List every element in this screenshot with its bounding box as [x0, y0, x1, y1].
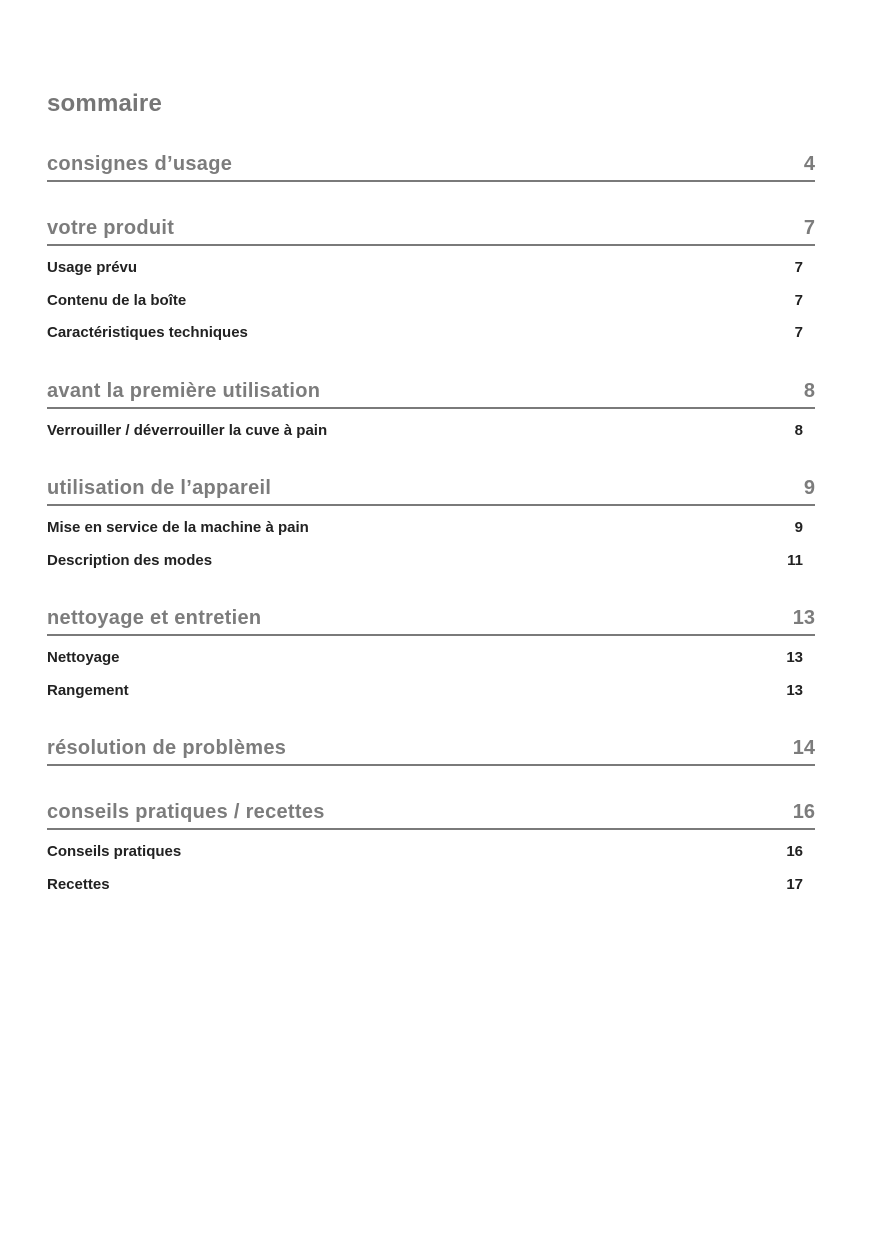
toc-item-label: Nettoyage	[47, 649, 120, 666]
section-title: nettoyage et entretien	[47, 607, 262, 629]
toc-item-label: Mise en service de la machine à pain	[47, 519, 309, 536]
toc-section-problemes	[47, 736, 815, 766]
section-page-number: 16	[792, 801, 815, 823]
toc-item-page-number: 13	[786, 681, 803, 699]
toc-item-label: Contenu de la boîte	[47, 291, 187, 309]
toc-section-premiere-utilisation	[47, 379, 815, 454]
section-page-number: 13	[792, 607, 815, 629]
toc-item[interactable]	[47, 875, 815, 908]
toc-section-heading[interactable]	[47, 606, 815, 636]
section-title: avant la première utilisation	[47, 380, 321, 402]
toc-item-label: Usage prévu	[47, 259, 138, 276]
toc-item-list	[47, 421, 815, 454]
toc-item-page-number: 7	[794, 324, 803, 342]
section-page-number: 8	[803, 380, 815, 402]
toc-section-conseils	[47, 800, 815, 907]
section-page-number: 9	[803, 477, 815, 499]
toc-item-page-number: 13	[786, 649, 803, 666]
toc-item[interactable]	[47, 842, 815, 875]
toc-item-label: Description des modes	[47, 551, 213, 569]
toc-item-page-number: 9	[794, 519, 803, 536]
toc-item-label: Caractéristiques techniques	[47, 324, 248, 342]
toc-item-page-number: 7	[794, 259, 803, 276]
toc-item-list	[47, 518, 815, 583]
toc-section-heading[interactable]	[47, 800, 815, 830]
toc-section-heading[interactable]	[47, 152, 815, 182]
toc-item-label: Verrouiller / déverrouiller la cuve à pain	[47, 422, 328, 439]
toc-section-heading[interactable]	[47, 736, 815, 766]
toc-section-nettoyage	[47, 606, 815, 713]
toc-item-list	[47, 258, 815, 356]
toc-item-label: Rangement	[47, 681, 129, 699]
section-page-number: 7	[803, 217, 815, 239]
toc-section-heading[interactable]	[47, 476, 815, 506]
toc-item-page-number: 17	[786, 875, 803, 893]
toc-item-label: Recettes	[47, 875, 110, 893]
section-page-number: 14	[792, 737, 815, 759]
section-title: résolution de problèmes	[47, 737, 287, 759]
section-title: utilisation de l’appareil	[47, 477, 272, 499]
toc-item-page-number: 11	[787, 551, 803, 569]
section-title: votre produit	[47, 217, 175, 239]
toc-section-heading[interactable]	[47, 216, 815, 246]
toc-section-consignes	[47, 152, 815, 182]
toc-section-heading[interactable]	[47, 379, 815, 409]
toc-item-page-number: 7	[794, 291, 803, 309]
toc-section-utilisation	[47, 476, 815, 583]
toc-item[interactable]	[47, 258, 815, 291]
toc-item[interactable]	[47, 518, 815, 551]
section-title: conseils pratiques / recettes	[47, 801, 325, 823]
toc-item[interactable]	[47, 551, 815, 584]
toc-item-list	[47, 842, 815, 907]
toc-item[interactable]	[47, 681, 815, 714]
toc-section-produit	[47, 216, 815, 356]
section-title: consignes d’usage	[47, 153, 233, 175]
toc-item-list	[47, 648, 815, 713]
toc-item-page-number: 8	[794, 422, 803, 439]
toc-item[interactable]	[47, 323, 815, 356]
section-page-number: 4	[803, 153, 815, 175]
toc-item-page-number: 16	[786, 843, 803, 860]
toc-item[interactable]	[47, 291, 815, 324]
toc-item[interactable]	[47, 648, 815, 681]
page-title: sommaire	[47, 90, 162, 117]
toc-item-label: Conseils pratiques	[47, 843, 182, 860]
toc-item[interactable]	[47, 421, 815, 454]
